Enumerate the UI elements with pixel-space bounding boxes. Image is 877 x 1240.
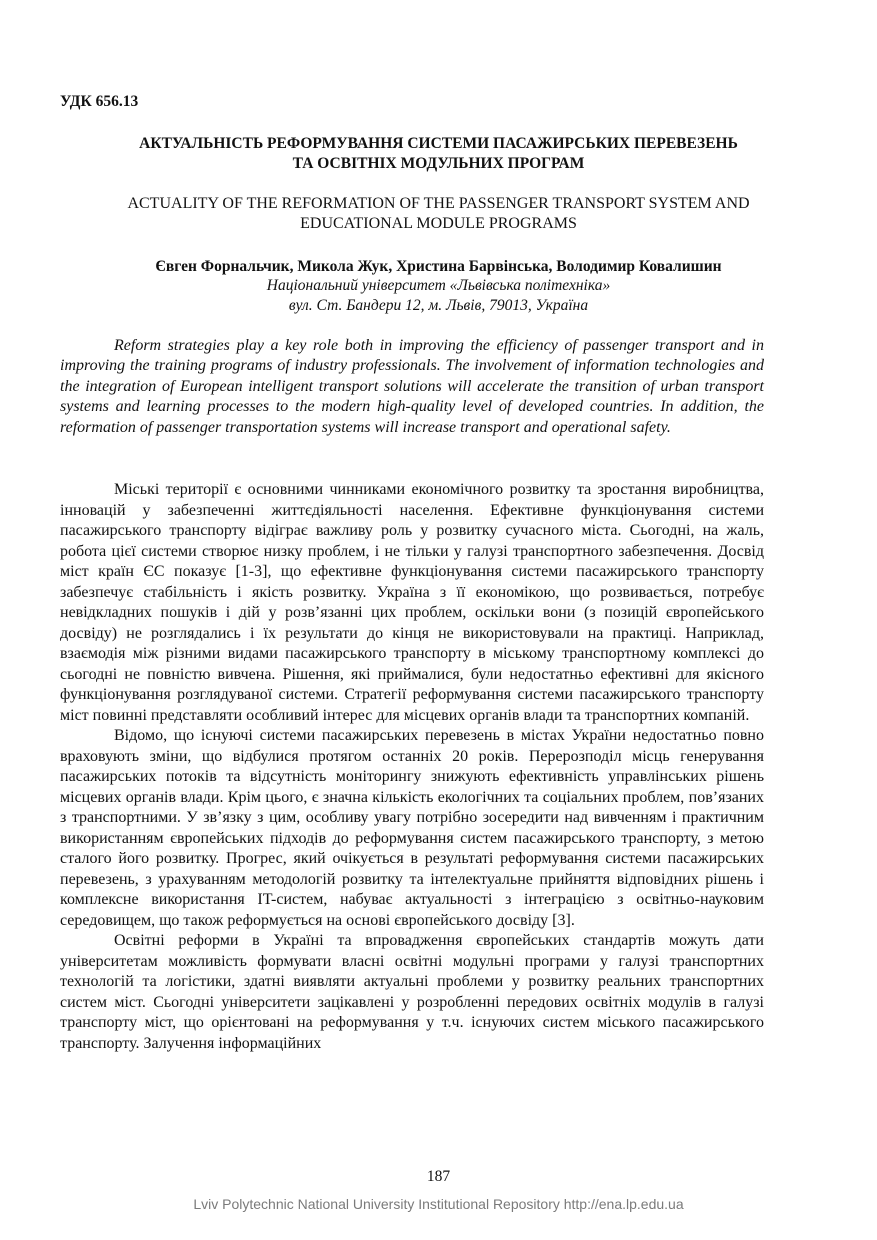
udc-code: УДК 656.13 [60,93,139,110]
title-english-line-2: EDUCATIONAL MODULE PROGRAMS [300,215,577,232]
title-ukrainian [50,134,827,174]
body-paragraph-2: Відомо, що існуючі системи пасажирських перевезень в містах України недостатньо повно враховують зміни, що відбулися протягом останніх 20 років. Перерозподіл місць генерування пасажирських потоків та відсутність моніторингу знижують ефективність управлінських рішень місцевих органів влади. Крім цього, є значна кількість екологічних та соціальних проблем, пов’язаних з транспортними. У зв’язку з цим, особливу увагу потрібно зосередити над вивченням і практичним використанням європейських підходів до реформування систем пасажирського транспорту, з метою сталого його розвитку. Прогрес, який очікується в результаті реформування системи пасажирських перевезень, з урахуванням методологій розвитку та інтелектуальне прийняття відповідних рішень і комплексне використання IT-систем, набуває актуальності з інтеграцією з освітньо-науковим середовищем, що також реформується на основі європейського досвіду [3]. [60,727,764,929]
body-paragraph-3: Освітні реформи в Україні та впровадження європейських стандартів можуть дати університетам можливість формувати власні освітні модульні програми у галузі транспортних технологій та логістики, здатні виявляти актуальні проблеми у розвитку реальних транспортних систем міст. Сьогодні університети зацікавлені у розробленні передових освітніх модулів в галузі транспорту міст, що орієнтовані на реформування у т.ч. існуючих систем міського пасажирського транспорту. Залучення інформаційних [60,932,764,1052]
page-number: 187 [426,1168,451,1185]
repository-footer: Lviv Polytechnic National University Institutional Repository http://ena.lp.edu.ua [193,1196,684,1212]
title-english [50,194,827,234]
title-english-line-1: ACTUALITY OF THE REFORMATION OF THE PASSENGER TRANSPORT SYSTEM AND [127,195,750,212]
affiliation: Національний університет «Львівська політехніка» [266,277,611,294]
title-ukrainian-line-2: ТА ОСВІТНІХ МОДУЛЬНИХ ПРОГРАМ [292,155,585,172]
authors: Євген Форнальчик, Микола Жук, Христина Барвінська, Володимир Ковалишин [155,258,722,275]
title-ukrainian-line-1: АКТУАЛЬНІСТЬ РЕФОРМУВАННЯ СИСТЕМИ ПАСАЖИРСЬКИХ ПЕРЕВЕЗЕНЬ [139,135,738,152]
body-paragraph-1: Міські території є основними чинниками економічного розвитку та зростання виробництва, інновацій у забезпеченні життєдіяльності населення. Ефективне функціонування системи пасажирського транспорту відіграє важливу роль у розвитку сучасного міста. Сьогодні, на жаль, робота цієї системи створює низку проблем, і не тільки у галузі транспортного забезпечення. Досвід міст країн ЄС показує [1-3], що ефективне функціонування системи пасажирського транспорту забезпечує стабільність і якість розвитку. Україна з її економікою, що розвивається, потребує невідкладних пошуків і дій у розв’язанні цих проблем, оскільки вони (з позицій європейського досвіду) не розглядались і їх результати до кінця не використовували на практиці. Наприклад, взаємодія між різними видами пасажирського транспорту в міському транспортному комплексі до сьогодні не повністю вивчена. Рішення, які приймалися, були недостатньо ефективні для якісного функціонування розглядуваної системи. Стратегії реформування системи пасажирського транспорту міст повинні представляти особливий інтерес для місцевих органів влади та транспортних компаній. [60,481,764,724]
body-text [60,480,764,1054]
address: вул. Ст. Бандери 12, м. Львів, 79013, Україна [288,297,589,314]
abstract: Reform strategies play a key role both in improving the efficiency of passenger transport and in improving the training programs of industry professionals. The involvement of information technologies and the integration of European intelligent transport solutions will accelerate the transition of urban transport systems and learning processes to the modern high-quality level of developed countries. In addition, the reformation of passenger transportation systems will increase transport and operational safety. [60,337,764,436]
